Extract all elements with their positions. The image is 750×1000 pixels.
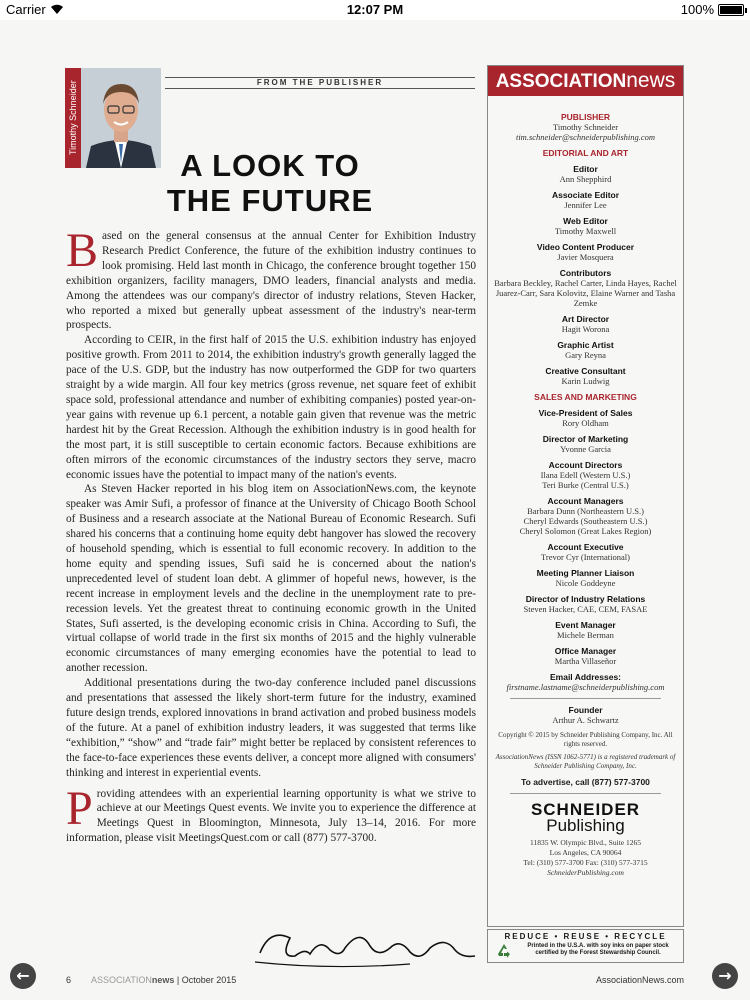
email-heading: Email Addresses:: [549, 672, 622, 682]
battery-percent: 100%: [680, 2, 714, 17]
paragraph: According to CEIR, in the first half of 2015 the U.S. exhibition industry has enjoyed positive growth. From 2011 to 2014, the exhibition industry's growth generally lagged the pace of the U.S. GDP, but the industry has now outperformed the GDP for two quarters straight by a wide margin. All four key metrics (gross revenue, net square feet of exhibit space sold, professional attendance and number of exhibiting companies) posted year-on-year gains with revenue up 6.1 percent, a notable gain given that revenue was the metric hardest hit by the Great Recession. Although the exhibition industry is in good health for the most part, it is still susceptible to certain economic factors. Because exhibitions are often mirrors of the economic circumstances of the industry sectors they serve, macro economic issues have the potential to impact many of the nation's events.: [66, 334, 476, 481]
paragraph: [66, 224, 476, 333]
masthead-person: Yvonne Garcia: [560, 444, 611, 454]
address-line: 11835 W. Olympic Blvd., Suite 1265: [530, 838, 641, 847]
website-line: SchneiderPublishing.com: [547, 868, 624, 877]
address-line: Los Angeles, CA 90064: [549, 848, 622, 857]
magazine-page[interactable]: [0, 20, 750, 1000]
masthead-sidebar: [487, 65, 684, 927]
copyright-text: Copyright © 2015 by Schneider Publishing Company, Inc. All rights reserved.: [498, 731, 673, 748]
article-body: [66, 224, 476, 846]
masthead-role: Meeting Planner Liaison: [536, 568, 635, 578]
masthead-person: Hagit Worona: [561, 324, 610, 334]
masthead-role: Director of Marketing: [542, 434, 629, 444]
page-footer: [66, 975, 236, 985]
masthead-person: Ilana Edell (Western U.S.) Teri Burke (Central U.S.): [540, 470, 631, 490]
masthead-person: Trevor Cyr (International): [541, 552, 630, 562]
logo-line: SCHNEIDER: [530, 800, 641, 819]
masthead-role: Editor: [573, 164, 598, 174]
footer-website: AssociationNews.com: [595, 975, 684, 985]
masthead-role: Graphic Artist: [557, 340, 614, 350]
recycle-notice: [487, 929, 684, 963]
author-name-tab: Timothy Schneider: [65, 68, 81, 168]
arrow-right-icon[interactable]: →: [712, 963, 738, 989]
masthead-person: Gary Reyna: [565, 350, 606, 360]
schneider-publishing-logo: [490, 802, 681, 834]
email-pattern: firstname.lastname@schneiderpublishing.com: [506, 682, 665, 692]
founder-name: Arthur A. Schwartz: [552, 715, 619, 725]
status-bar: [0, 0, 750, 20]
masthead-role: Office Manager: [554, 646, 617, 656]
masthead-role: Director of Industry Relations: [525, 594, 646, 604]
paragraph-text: roviding attendees with an experiential learning opportunity is what we strive to achieve at our Meetings Quest events. We invite you to experience the difference at Meetings Quest in Bloomington, Minnesota, July 13–14, 2016. For more information, please visit MeetingsQuest.com or call (877) 577-3700.: [66, 787, 476, 845]
masthead-person: Timothy Maxwell: [554, 226, 617, 236]
masthead-person: Barbara Beckley, Rachel Carter, Linda Hayes, Rachel Juarez-Carr, Sara Kolovitz, Elaine Warner and Tasha Zemke: [494, 278, 677, 308]
masthead-role: Event Manager: [555, 620, 616, 630]
masthead-person: Michele Berman: [557, 630, 614, 640]
issue-date: | October 2015: [176, 975, 237, 985]
masthead-section-heading: SALES AND MARKETING: [534, 392, 637, 402]
recycle-icon: [496, 943, 512, 959]
masthead-person: Martha Villaseñor: [554, 656, 617, 666]
masthead-section-heading: EDITORIAL AND ART: [542, 148, 629, 158]
masthead-role: Associate Editor: [551, 190, 620, 200]
masthead-role: Account Executive: [547, 542, 624, 552]
phone-line: Tel: (310) 577-3700 Fax: (310) 577-3715: [523, 858, 648, 867]
author-photo: [81, 68, 161, 168]
masthead-person: Nicole Goddeyne: [555, 578, 616, 588]
masthead-role: Contributors: [559, 268, 612, 278]
masthead-section-heading: PUBLISHER: [560, 112, 611, 122]
dropcap: P: [66, 781, 93, 835]
editorial-staff-list: [490, 164, 681, 386]
headline: A LOOK TO THE FUTURE: [166, 148, 374, 218]
paragraph-text: ased on the general consensus at the annual Center for Exhibition Industry Research Predict Conference, the future of the exhibition industry continues to look promising. Held last month in Chicago, the conference brought together 150 exhibition organizers, facility managers, DMO leaders, financial analysts and media. Among the attendees was our company's director of industry relations, Steven Hacker, who reported a mixed but generally upbeat assessment of the industry's near-term prospects.: [66, 230, 476, 332]
trademark-text: AssociationNews (ISSN 1062-5771) is a registered trademark of Schneider Publishing Company, Inc.: [495, 753, 676, 770]
masthead-person: Javier Mosquera: [557, 252, 614, 262]
dropcap: B: [66, 224, 99, 277]
masthead-role: Account Directors: [548, 460, 623, 470]
signature-image: [250, 918, 480, 978]
divider: [510, 698, 661, 699]
masthead-person: Barbara Dunn (Northeastern U.S.) Cheryl Edwards (Southeastern U.S.) Cheryl Solomon (Great Lakes Region): [519, 506, 652, 536]
paragraph: As Steven Hacker reported in his blog item on AssociationNews.com, the keynote speaker was Amir Sufi, a professor of finance at the University of Chicago Booth School of Business and a research associate at the National Bureau of Economic Research. Sufi shared his concerns that a continuing home equity debt hangover has slowed the recovery of household spending, which is essential to full economic recovery. In addition to the home equity and spending issues, Sufi said he is concerned about the nation's unprecedented level of student loan debt. A glimmer of hopeful news, however, is the recent increase in employment levels and the decline in the unemployment rate to pre-recession levels. Yet the greatest threat to continuing economic growth in the United States, Sufi asserted, is the developing economic crisis in China. According to Sufi, the virtual collapse of world trade in the first six months of 2015 and the highly vulnerable economic circumstances of many emerging economies have the potential to lead to another recession.: [66, 483, 476, 675]
masthead-role: Account Managers: [547, 496, 624, 506]
masthead-role: Vice-President of Sales: [538, 408, 633, 418]
masthead-role: Creative Consultant: [545, 366, 626, 376]
publisher-name: Timothy Schneider: [552, 122, 619, 132]
recycle-text: Printed in the U.S.A. with soy inks on paper stock certified by the Forest Stewardship Council.: [527, 943, 669, 956]
masthead-person: Ann Shepphird: [559, 174, 612, 184]
clock: 12:07 PM: [346, 2, 404, 17]
masthead-role: Art Director: [561, 314, 610, 324]
recycle-slogan: REDUCE • REUSE • RECYCLE: [504, 932, 667, 941]
masthead-logo: ASSOCIATIONnews: [488, 66, 683, 96]
battery-icon: [718, 4, 744, 16]
masthead-role: Video Content Producer: [536, 242, 635, 252]
author-photo-block: [65, 68, 161, 168]
masthead-role: Web Editor: [563, 216, 608, 226]
page-number: 6: [66, 975, 72, 985]
closing-paragraph: [66, 781, 476, 847]
section-label: FROM THE PUBLISHER: [165, 77, 475, 89]
paragraph: Additional presentations during the two-day conference included panel discussions and presentations that assessed the likely short-term future for the industry, examined future design trends, explored innovations in brand activation and probed business models of the future. At a panel of exhibition industry leaders, it was suggested that terms like “exhibition,” “show” and “trade fair” might better be replaced by consistent references to the face-to-face experiences these events deliver, a concept more aligned with consumers' thinking and interest in experiential events.: [66, 677, 476, 779]
logo-line: Publishing: [546, 816, 625, 835]
masthead-person: Jennifer Lee: [564, 200, 607, 210]
founder-heading: Founder: [568, 705, 603, 715]
masthead-person: Rory Oldham: [562, 418, 609, 428]
masthead-person: Karin Ludwig: [561, 376, 610, 386]
publisher-email: tim.schneider@schneiderpublishing.com: [515, 132, 656, 142]
masthead-person: Steven Hacker, CAE, CEM, FASAE: [523, 604, 648, 614]
divider: [510, 793, 661, 794]
advertise-line: To advertise, call (877) 577-3700: [521, 777, 650, 787]
arrow-left-icon[interactable]: ←: [10, 963, 36, 989]
sales-staff-list: [490, 408, 681, 666]
carrier-label: Carrier: [6, 2, 46, 17]
footer-brand: ASSOCIATIONnews: [91, 975, 175, 985]
